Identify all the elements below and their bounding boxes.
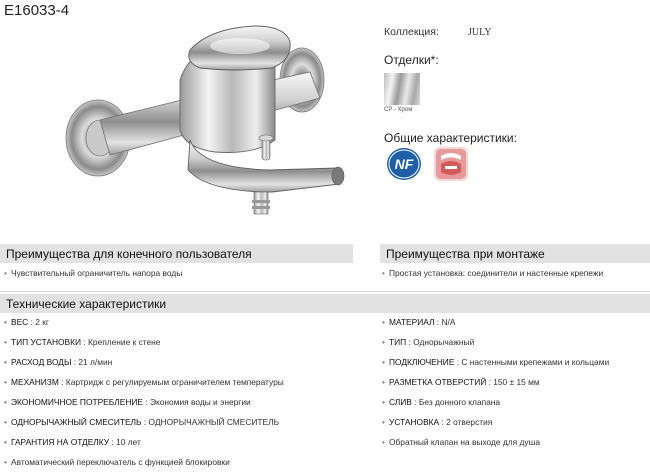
spec-row: • ПОДКЛЮЧЕНИЕ : С настенными крепежами и кольцами	[382, 357, 610, 367]
spec-row: • ВЕС : 2 кг	[4, 317, 49, 327]
spec-row: • МАТЕРИАЛ : N/A	[382, 317, 456, 327]
certification-badge-icon	[433, 146, 469, 182]
spec-row: • РАСХОД ВОДЫ : 21 л/мин	[4, 357, 113, 367]
finish-swatch-chrome[interactable]	[384, 73, 420, 105]
spec-row: • ЭКОНОМИЧНОЕ ПОТРЕБЛЕНИЕ : Экономия воды и энергии	[4, 397, 251, 407]
spec-row: • ТИП : Однорычажный	[382, 337, 475, 347]
nf-certification-icon	[386, 146, 422, 182]
collection-value: JULY	[468, 27, 492, 38]
spec-row: • ГАРАНТИЯ НА ОТДЕЛКУ : 10 лет	[4, 437, 141, 447]
nf-logo-text: NF	[394, 156, 414, 172]
finishes-label: Отделки*:	[384, 53, 439, 67]
spec-row: • РАЗМЕТКА ОТВЕРСТИЙ : 150 ± 15 мм	[382, 377, 540, 387]
collection-label: Коллекция:	[384, 26, 439, 38]
finish-swatch-caption: CP - Хром	[384, 107, 413, 113]
tech-specs-header: Технические характеристики	[0, 294, 650, 313]
product-code: E16033-4	[4, 2, 70, 19]
spec-row: • ОДНОРЫЧАЖНЫЙ СМЕСИТЕЛЬ : ОДНОРЫЧАЖНЫЙ СМЕСИТЕЛЬ	[4, 417, 280, 427]
collection-row	[384, 26, 650, 38]
user-benefits-header: Преимущества для конечного пользователя	[0, 244, 353, 263]
spec-row: • Автоматический переключатель с функцией блокировки	[4, 457, 230, 467]
spec-row: • ТИП УСТАНОВКИ : Крепление к стене	[4, 337, 161, 347]
spec-row: • УСТАНОВКА : 2 отверстия	[382, 417, 493, 427]
user-benefit-item: • Чувствительный ограничитель напора воды	[4, 268, 183, 278]
spec-row: • Обратный клапан на выходе для душа	[382, 437, 540, 447]
install-benefits-header: Преимущества при монтаже	[380, 244, 650, 263]
section-divider	[0, 291, 650, 292]
product-image	[40, 20, 350, 235]
install-benefit-item: • Простая установка: соединители и настенные крепежи	[382, 268, 604, 278]
spec-row: • МЕХАНИЗМ : Картридж с регулируемым ограничителем температуры	[4, 377, 284, 387]
spec-row: • СЛИВ : Без донного клапана	[382, 397, 501, 407]
product-info	[384, 26, 650, 113]
general-characteristics-label: Общие характеристики:	[384, 131, 517, 145]
